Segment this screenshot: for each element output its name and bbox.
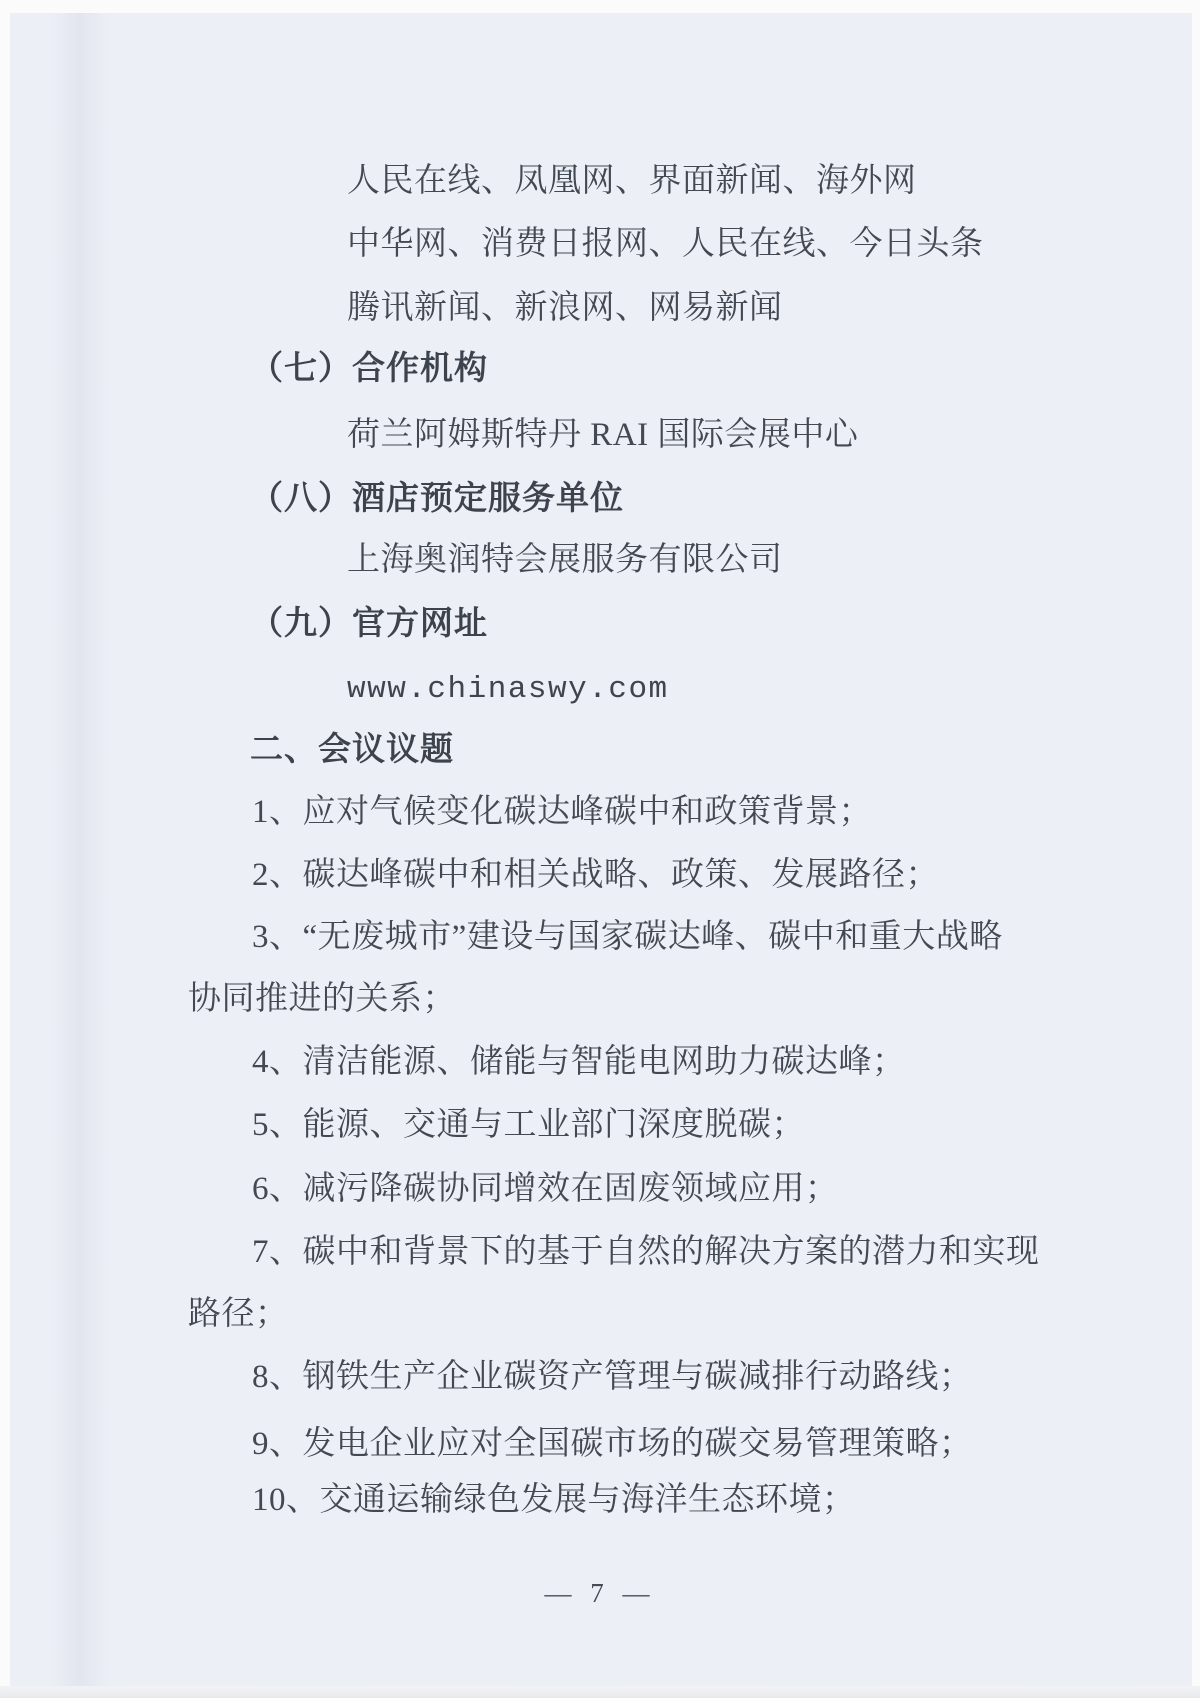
agenda-item-6: 6、减污降碳协同增效在固废领域应用； [252,1171,839,1207]
agenda-item-9: 9、发电企业应对全国碳市场的碳交易管理策略； [252,1426,973,1462]
media-outlets-line-1: 人民在线、凤凰网、界面新闻、海外网 [347,163,917,199]
media-outlets-line-2: 中华网、消费日报网、人民在线、今日头条 [347,226,984,262]
section-heading-7-partners: （七）合作机构 [250,351,488,387]
hotel-service-company-line: 上海奥润特会展服务有限公司 [347,542,783,578]
agenda-item-1: 1、应对气候变化碳达峰碳中和政策背景； [252,794,872,830]
agenda-item-7-continuation: 路径； [188,1296,289,1332]
section-heading-8-hotel: （八）酒店预定服务单位 [250,481,624,517]
agenda-item-3: 3、“无废城市”建设与国家碳达峰、碳中和重大战略 [252,919,1003,955]
agenda-item-10: 10、交通运输绿色发展与海洋生态环境； [252,1482,856,1518]
official-website-url: www.chinaswy.com [347,672,669,707]
agenda-item-4: 4、清洁能源、储能与智能电网助力碳达峰； [252,1044,906,1080]
agenda-item-5: 5、能源、交通与工业部门深度脱碳； [252,1107,805,1143]
section-heading-9-website: （九）官方网址 [250,606,488,642]
agenda-item-7: 7、碳中和背景下的基于自然的解决方案的潜力和实现 [252,1234,1040,1270]
agenda-item-8: 8、钢铁生产企业碳资产管理与碳减排行动路线； [252,1359,973,1395]
agenda-item-2: 2、碳达峰碳中和相关战略、政策、发展路径； [252,857,939,893]
page-number: — 7 — [544,1578,656,1608]
agenda-item-3-continuation: 协同推进的关系； [188,981,456,1017]
partner-organization-line: 荷兰阿姆斯特丹 RAI 国际会展中心 [347,417,859,453]
scan-bottom-edge [0,1686,1200,1698]
agenda-section-heading: 二、会议议题 [250,732,454,768]
media-outlets-line-3: 腾讯新闻、新浪网、网易新闻 [347,290,783,326]
